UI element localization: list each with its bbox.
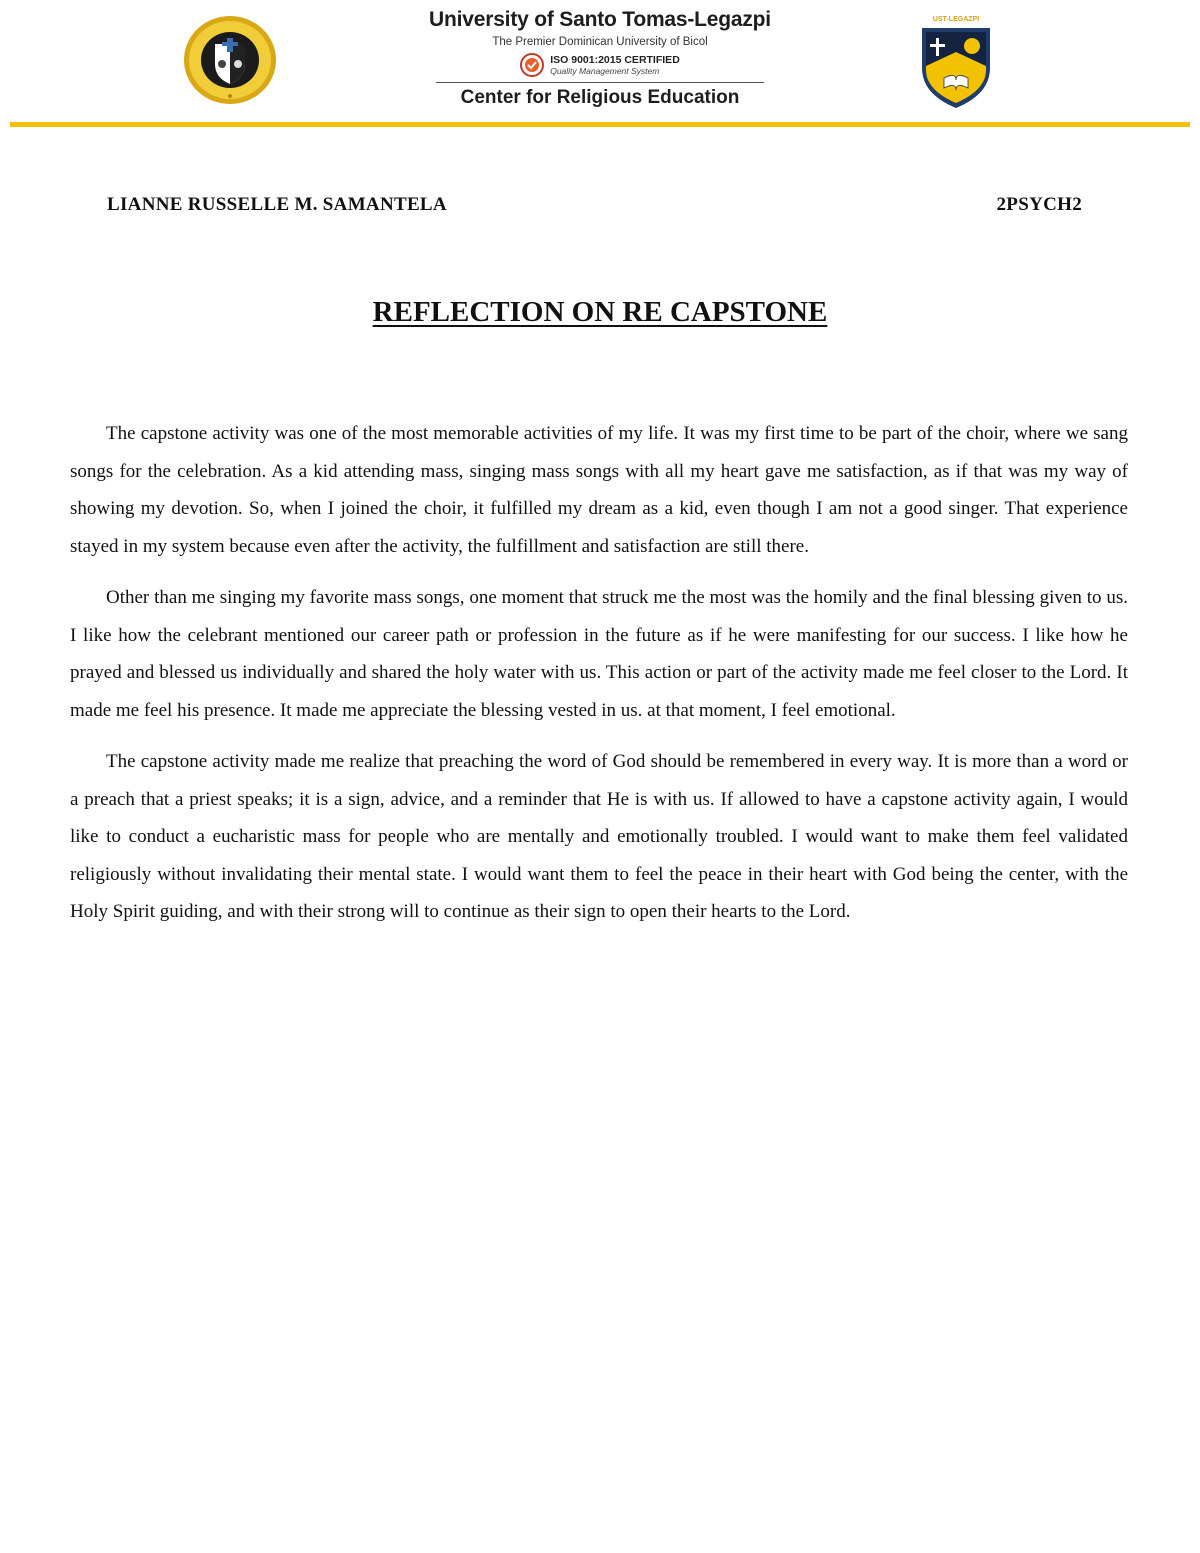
paragraph-3: The capstone activity made me realize that preaching the word of God should be remembered in every way. It is more than a word or a preach that a priest speaks; it is a sign, advice, and a reminder that He is with us. If allowed to have a capstone activity again, I would like to conduct a eucharistic mass for people who are mentally and emotionally troubled. I would want to make them feel validated religiously without invalidating their mental state. I would want them to feel the peace in their heart with God being the center, with the Holy Spirit guiding, and with their strong will to continue as their sign to open their hearts to the Lord. <box>70 751 1128 922</box>
svg-text:UST-LEGAZPI: UST-LEGAZPI <box>932 16 980 23</box>
iso-certification <box>400 52 800 78</box>
student-name: LIANNE RUSSELLE M. SAMANTELA <box>107 194 447 215</box>
iso-title: ISO 9001:2015 CERTIFIED <box>550 53 680 66</box>
letterhead-center <box>400 6 800 111</box>
paragraph-1: The capstone activity was one of the most memorable activities of my life. It was my first time to be part of the choir, where we sang songs for the celebration. As a kid attending mass, singing mass songs with all my heart gave me satisfaction, as if that was my way of showing my devotion. So, when I joined the choir, it fulfilled my dream as a kid, even though I am not a good singer. That experience stayed in my system because even after the activity, the fulfillment and satisfaction are still there. <box>70 423 1128 557</box>
department-name: Center for Religious Education <box>460 87 740 108</box>
department-crest-logo <box>916 12 996 110</box>
iso-certification-icon <box>520 53 544 77</box>
document-title: REFLECTION ON RE CAPSTONE <box>372 296 828 328</box>
letterhead-accent-bar <box>10 122 1190 127</box>
document-body <box>70 415 1128 945</box>
university-seal-logo <box>182 14 278 106</box>
section-code: 2PSYCH2 <box>996 194 1082 215</box>
university-name: University of Santo Tomas-Legazpi <box>429 8 771 31</box>
header-divider <box>436 82 764 83</box>
iso-subtitle: Quality Management System <box>550 65 660 76</box>
university-tagline: The Premier Dominican University of Bicol <box>492 36 708 48</box>
paragraph-2: Other than me singing my favorite mass songs, one moment that struck me the most was the homily and the final blessing given to us. I like how the celebrant mentioned our career path or profession in the future as if he were manifesting for our success. I like how he prayed and blessed us individually and shared the holy water with us. This action or part of the activity made me feel closer to the Lord. It made me feel his presence. It made me appreciate the blessing vested in us. at that moment, I feel emotional. <box>70 587 1128 721</box>
letterhead <box>0 0 1200 132</box>
